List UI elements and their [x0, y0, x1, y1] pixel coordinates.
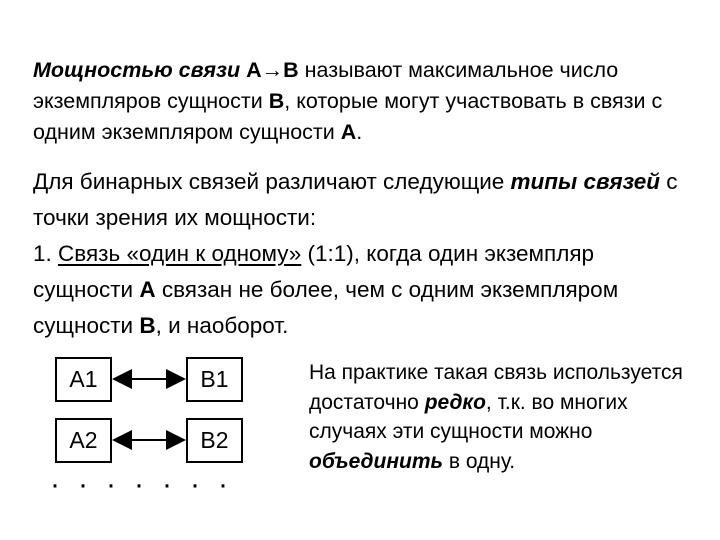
item-entity-a: А — [139, 277, 156, 302]
practice-text-3: в одну. — [443, 449, 516, 473]
entity-box-b2: В2 — [186, 418, 243, 463]
entity-box-a1: А1 — [55, 357, 112, 402]
definition-text-2: , которые могут участвовать в связи с одним экземпляром сущности — [33, 89, 663, 144]
entity-b-label: В — [268, 89, 285, 113]
types-term: типы связей — [510, 169, 661, 194]
item-ratio-text: (1:1), когда один экземпляр сущности — [33, 241, 595, 302]
continuation-dots: ······· — [50, 468, 246, 501]
practice-merge: объединить — [309, 449, 444, 473]
types-intro-end: с точки зрения их мощности: — [33, 169, 678, 230]
definition-end: . — [356, 120, 363, 144]
practice-text-1: На практике такая связь используется достаточно — [309, 361, 683, 414]
item-mid-text: связан не более, чем с одним экземпляром сущности — [33, 277, 619, 338]
definition-text-1: называют максимальное число экземпляров сущности — [33, 58, 619, 113]
definition-term: Мощностью связи — [33, 58, 241, 82]
entity-box-a2: А2 — [55, 418, 112, 463]
item-title: Связь «один к одному» — [58, 241, 302, 266]
entity-a-label: А — [340, 120, 357, 144]
item-entity-b: В — [139, 313, 156, 338]
item-number: 1. — [33, 241, 59, 266]
types-intro: Для бинарных связей различают следующие — [33, 169, 511, 194]
practice-rarely: редко — [424, 390, 486, 414]
practice-text-2: , т.к. во многих случаях эти сущности можно — [309, 390, 628, 443]
relation-notation: А→В — [246, 58, 299, 82]
entity-box-b1: В1 — [186, 357, 243, 402]
practice-note — [309, 358, 709, 476]
item-end-text: , и наоборот. — [155, 313, 289, 338]
